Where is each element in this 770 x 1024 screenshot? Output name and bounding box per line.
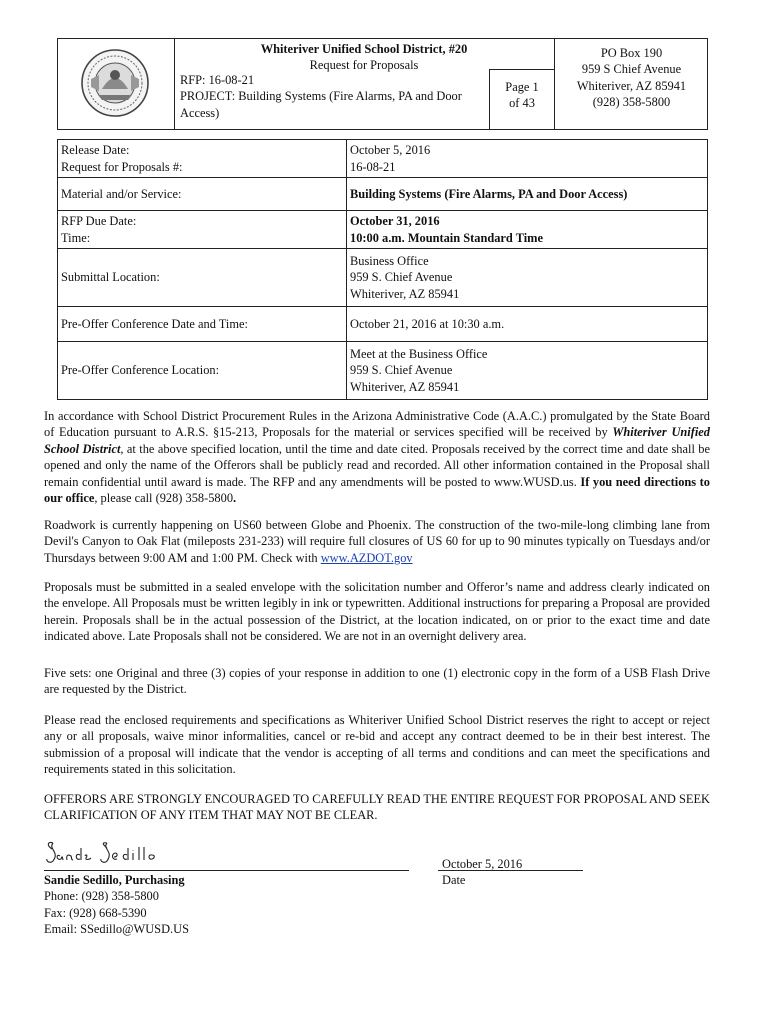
due-date-label: RFP Due Date:: [61, 214, 137, 229]
address-street: 959 S Chief Avenue: [581, 62, 682, 77]
preoffer-location-value: [347, 342, 708, 400]
due-time-label: Time:: [61, 230, 91, 245]
signature-image: [44, 839, 184, 869]
due-date-value: October 31, 2016: [350, 214, 440, 229]
address-phone: (928) 358-5800: [592, 95, 671, 110]
azdot-link[interactable]: www.AZDOT.gov: [320, 550, 413, 565]
signature-line: [44, 870, 409, 871]
page-number-box: [489, 69, 554, 129]
header-box: [57, 38, 708, 130]
paragraph-requirements: [44, 712, 710, 778]
preoffer-location-label: Pre-Offer Conference Location:: [58, 342, 347, 400]
due-values: [347, 211, 708, 249]
table-row: [58, 140, 708, 178]
material-value: Building Systems (Fire Alarms, PA and Door Access): [347, 178, 708, 211]
paragraph-submission: [44, 579, 710, 645]
district-seal-logo: [58, 39, 174, 129]
table-row: [58, 249, 708, 307]
signer-phone: Phone: (928) 358-5800: [44, 889, 159, 904]
material-label: Material and/or Service:: [58, 178, 347, 211]
signer-name: Sandie Sedillo, Purchasing: [44, 873, 185, 887]
submittal-label: Submittal Location:: [58, 249, 347, 307]
release-labels: [58, 140, 347, 178]
rfp-number-value: 16-08-21: [350, 159, 396, 174]
due-time-value: 10:00 a.m. Mountain Standard Time: [350, 230, 543, 245]
submittal-line-2: 959 S. Chief Avenue: [350, 270, 453, 285]
district-name-inline: Whiteriver Unified School District: [44, 425, 710, 456]
rfp-info-table: [57, 139, 708, 400]
rfp-number: RFP: 16-08-21: [180, 73, 255, 87]
date-line: [438, 870, 583, 871]
paragraph-offerors-notice: [44, 791, 710, 824]
doc-type: Request for Proposals: [309, 58, 419, 73]
p4-text: Five sets: one Original and three (3) copies of your response in addition to one (1) electronic copy in the form of a USB Flash Drive are requested by the District.: [44, 666, 710, 697]
directions-bold: If you need directions to our office: [44, 474, 710, 505]
paragraph-copies: [44, 665, 710, 698]
p6-text: OFFERORS ARE STRONGLY ENCOURAGED TO CAREFULLY READ THE ENTIRE REQUEST FOR PROPOSAL AND SEEK CLARIFICATION OF ANY ITEM THAT MAY NOT BE CLEAR.: [44, 792, 710, 823]
page-number: Page 1: [505, 80, 539, 94]
page-total: of 43: [509, 96, 535, 111]
signer-email: Email: SSedillo@WUSD.US: [44, 922, 189, 937]
p5-text: Please read the enclosed requirements and specifications as Whiteriver Unified School District reserves the right to accept or reject any or all proposals, waive minor informalities, cancel or re-bid and accept any contract deemed to be in their best interest. The submission of a proposal will indicate that the vendor is accepting of all terms and conditions and can meet the specifications and requirements stated in this solicitation.: [44, 713, 710, 777]
release-date-value: October 5, 2016: [350, 143, 431, 158]
district-name: Whiteriver Unified School District, #20: [260, 42, 468, 56]
table-row: [58, 178, 708, 211]
signer-info: [44, 872, 189, 938]
district-address: [554, 45, 709, 111]
submittal-value: [347, 249, 708, 307]
p2-text: Roadwork is currently happening on US60 between Globe and Phoenix. The construction of the two-mile-long climbing lane from Devil's Canyon to Oak Flat (mileposts 231-233) will require full closures of US 60 for up to 90 minutes typically on Tuesdays and/or Thursdays between 9:00 AM and 1:00 PM. Check with: [44, 518, 710, 565]
signature-date-label: Date: [442, 873, 466, 887]
header-title-cell: [174, 39, 555, 129]
address-po-box: PO Box 190: [600, 46, 663, 60]
p1-text-a: In accordance with School District Procurement Rules in the Arizona Administrative Code (A.A.C.) promulgated by the State Board of Education pursuant to A.R.S. §15-213, Proposals for the material or services specified will be received by: [44, 409, 710, 440]
preoffer-location-line-2: 959 S. Chief Avenue: [350, 363, 453, 378]
p1-text-e: , please call (928) 358-5800: [94, 490, 234, 505]
preoffer-value: October 21, 2016 at 10:30 a.m.: [347, 307, 708, 342]
table-row: [58, 342, 708, 400]
signer-fax: Fax: (928) 668-5390: [44, 905, 147, 920]
table-row: [58, 307, 708, 342]
address-city: Whiteriver, AZ 85941: [576, 78, 687, 93]
rfp-project-block: [180, 72, 480, 121]
p3-text: Proposals must be submitted in a sealed envelope with the solicitation number and Offeror’s name and address clearly indicated on the envelope. All Proposals must be written legibly in ink or typewritten. Additional instructions for preparing a Proposal are provided herein. Proposals shall be in the actual possession of the District, at the location indicated, on or prior to the exact time and date indicated above. Late Proposals shall not be considered. We are not in an overnight delivery area.: [44, 580, 710, 644]
project-name: PROJECT: Building Systems (Fire Alarms, PA and Door Access): [180, 89, 462, 120]
release-date-label: Release Date:: [61, 143, 130, 158]
submittal-line-3: Whiteriver, AZ 85941: [350, 286, 460, 301]
due-labels: [58, 211, 347, 249]
signature-date-value: October 5, 2016: [442, 857, 523, 871]
handwritten-signature: [44, 839, 184, 869]
release-values: [347, 140, 708, 178]
p1-text-f: .: [233, 490, 237, 505]
preoffer-location-line-3: Whiteriver, AZ 85941: [350, 379, 460, 394]
logo-cell: [58, 39, 175, 129]
paragraph-roadwork: [44, 517, 710, 566]
preoffer-location-line-1: Meet at the Business Office: [350, 346, 488, 361]
p1-text-c: , at the above specified location, until the time and date cited. Proposals received by the correct time and date shall be opened and only the name of the Offerors shall be publicly read and recorded. All other information contained in the Proposal shall remain confidential until award is made. The RFP and any amendments will be posted to www.WUSD.us.: [44, 441, 711, 489]
rfp-number-label: Request for Proposals #:: [61, 159, 183, 174]
preoffer-label: Pre-Offer Conference Date and Time:: [58, 307, 347, 342]
paragraph-procurement: [44, 408, 710, 506]
submittal-line-1: Business Office: [350, 253, 429, 268]
table-row: [58, 211, 708, 249]
